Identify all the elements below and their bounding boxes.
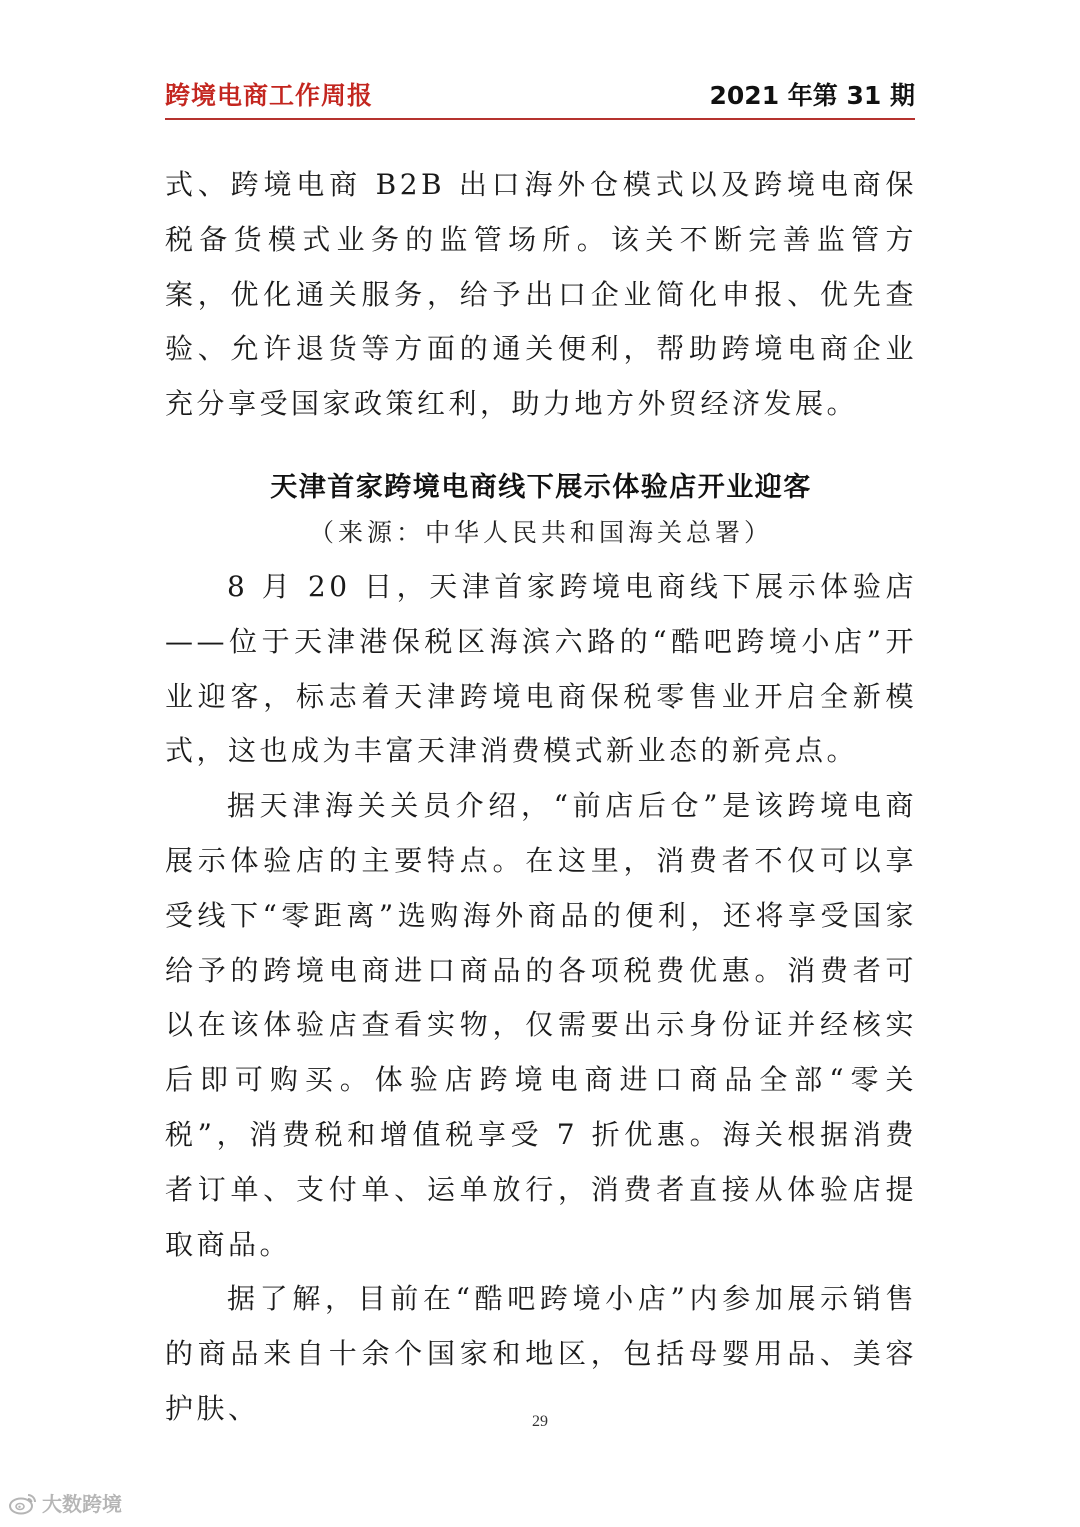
article-paragraph-3: 据了解，目前在“酷吧跨境小店”内参加展示销售的商品来自十余个国家和地区，包括母婴用品、美容护肤、: [165, 1282, 917, 1425]
newsletter-title: 跨境电商工作周报: [165, 81, 374, 110]
issue-number: 2021 年第 31 期: [709, 81, 915, 110]
weibo-logo-icon: [8, 1491, 38, 1515]
continued-paragraph: 式、跨境电商 B2B 出口海外仓模式以及跨境电商保税备货模式业务的监管场所。该关不断完善监管方案，优化通关服务，给予出口企业简化申报、优先查验、允许退货等方面的通关便利，帮助跨境电商企业充分享受国家政策红利，助力地方外贸经济发展。: [165, 168, 917, 421]
article-title: 天津首家跨境电商线下展示体验店开业迎客: [270, 471, 812, 503]
watermark: [8, 1488, 122, 1517]
article-paragraph-1: 8 月 20 日，天津首家跨境电商线下展示体验店——位于天津港保税区海滨六路的“酷吧跨境小店”开业迎客，标志着天津跨境电商保税零售业开启全新模式，这也成为丰富天津消费模式新业态的新亮点。: [165, 569, 917, 768]
page-header: [165, 70, 915, 120]
watermark-text: 大数跨境: [42, 1492, 122, 1516]
page-content: [165, 158, 917, 1437]
page-number: 29: [532, 1413, 548, 1430]
article-paragraph-2: 据天津海关关员介绍，“前店后仓”是该跨境电商展示体验店的主要特点。在这里，消费者不仅可以享受线下“零距离”选购海外商品的便利，还将享受国家给予的跨境电商进口商品的各项税费优惠。消费者可以在该体验店查看实物，仅需要出示身份证并经核实后即可购买。体验店跨境电商进口商品全部“零关税”，消费税和增值税享受 7 折优惠。海关根据消费者订单、支付单、运单放行，消费者直接从体验店提取商品。: [165, 789, 917, 1261]
article-source: （来源：中华人民共和国海关总署）: [308, 517, 773, 547]
